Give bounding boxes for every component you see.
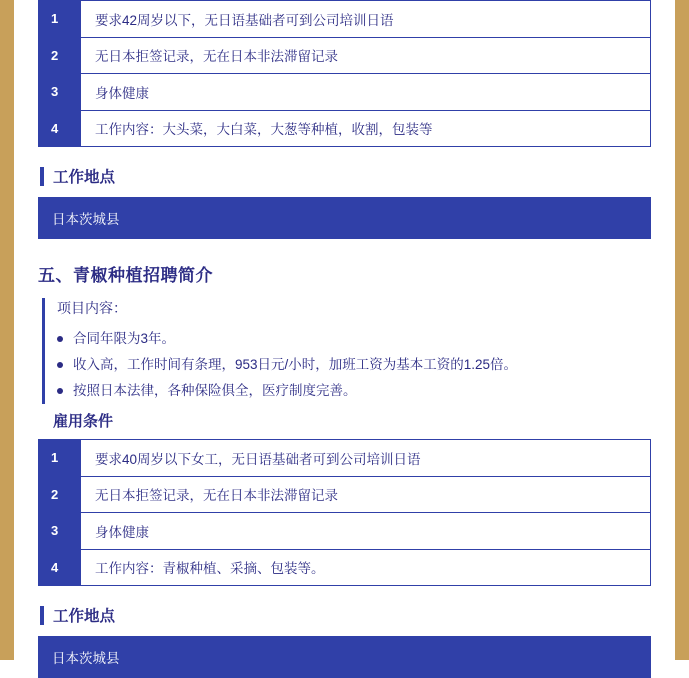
table-row [39,110,651,147]
employment-conditions-heading: 雇用条件 [53,413,114,430]
requirements-table-first-job [38,0,651,147]
project-intro-title: 项目内容： [57,300,127,316]
list-item-text: 按照日本法律，各种保险俱全，医疗制度完善。 [73,383,357,398]
row-text: 工作内容：大头菜，大白菜，大葱等种植，收割，包装等 [81,110,651,147]
list-item [57,326,651,352]
row-number: 1 [39,440,81,477]
row-number: 4 [39,110,81,147]
row-number: 1 [39,1,81,38]
heading-label: 工作地点 [53,169,116,186]
row-number: 3 [39,74,81,111]
list-item [57,352,651,378]
table-row [39,74,651,111]
table-row [39,476,651,513]
row-text: 工作内容：青椒种植、采摘、包装等。 [81,549,651,586]
table-row [39,513,651,550]
row-text: 无日本拒签记录，无在日本非法滞留记录 [81,37,651,74]
requirements-table-pepper-job [38,439,651,586]
row-text: 要求40周岁以下女工，无日语基础者可到公司培训日语 [81,440,651,477]
heading-label: 工作地点 [53,608,116,625]
list-item-text: 收入高，工作时间有条理，953日元/小时，加班工资为基本工资的1.25倍。 [73,357,518,372]
row-text: 身体健康 [81,513,651,550]
table-row [39,549,651,586]
row-number: 2 [39,476,81,513]
row-text: 要求42周岁以下，无日语基础者可到公司培训日语 [81,1,651,38]
section-heading-pepper-job: 五、青椒种植招聘简介 [38,266,213,285]
page-content [14,0,675,666]
heading-tick-icon [40,167,44,186]
row-text: 无日本拒签记录，无在日本非法滞留记录 [81,476,651,513]
row-number: 4 [39,549,81,586]
bullet-icon [57,336,63,342]
table-row [39,440,651,477]
table-row [39,1,651,38]
page-right-border [675,0,689,660]
row-text: 身体健康 [81,74,651,111]
list-item [57,378,651,404]
row-number: 3 [39,513,81,550]
list-item-text: 合同年限为3年。 [73,331,176,346]
project-intro-block [42,298,651,404]
bullet-icon [57,362,63,368]
work-location-heading-pepper-job [38,604,651,626]
work-location-value-first-job: 日本茨城县 [38,197,651,239]
project-intro-list [57,326,651,404]
table-row [39,37,651,74]
heading-tick-icon [40,606,44,625]
page-left-border [0,0,14,660]
work-location-heading-first-job [38,165,651,187]
bullet-icon [57,388,63,394]
row-number: 2 [39,37,81,74]
work-location-value-pepper-job: 日本茨城县 [38,636,651,678]
